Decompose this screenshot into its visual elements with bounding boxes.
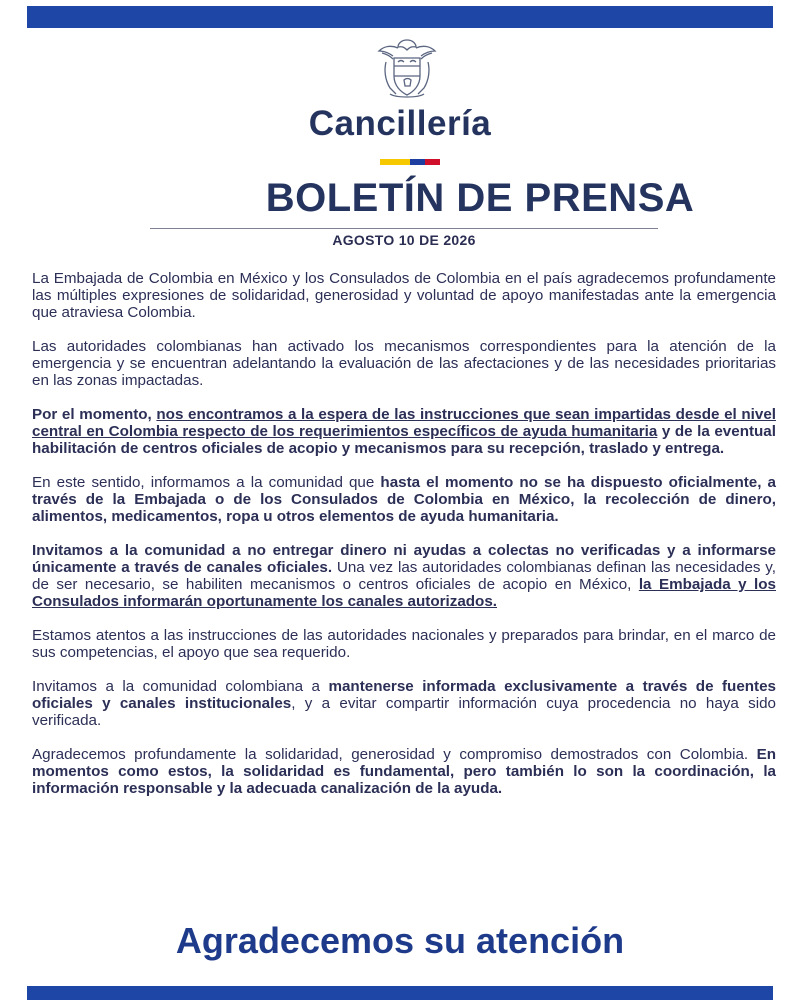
paragraph-5-middle: Una vez las autoridades colombianas definan las necesidades y, de ser necesario, se habiliten mecanismos o centros oficiales de acopio en México, <box>32 559 776 593</box>
brand-name: Cancillería <box>308 104 492 143</box>
paragraph-3-tail: y de la eventual habilitación de centros oficiales de acopio y mecanismos para su recepción, traslado y entrega. <box>32 423 776 457</box>
bulletin-date: AGOSTO 10 DE 2026 <box>332 232 476 248</box>
paragraph-4 <box>32 474 776 525</box>
paragraph-7-tail: , y a evitar compartir información cuya procedencia no haya sido verificada. <box>32 695 777 729</box>
paragraph-4-bold: hasta el momento no se ha dispuesto oficialmente, a través de la Embajada o de los Consulados de Colombia en México, la recolección de dinero, alimentos, medicamentos, ropa u otros elementos de ayuda humanitaria. <box>32 474 776 525</box>
closing-message: Agradecemos su atención <box>175 920 625 961</box>
flag-red-stripe <box>425 159 440 165</box>
paragraph-5-underlined: la Embajada y los Consulados informarán oportunamente los canales autorizados. <box>32 576 776 610</box>
title-divider <box>150 228 658 229</box>
paragraph-5-bold: Invitamos a la comunidad a no entregar dinero ni ayudas a colectas no verificadas y a informarse únicamente a través de canales oficiales. <box>32 542 776 576</box>
paragraph-6: Estamos atentos a las instrucciones de las autoridades nacionales y preparados para brindar, en el marco de sus competencias, el apoyo que sea requerido. <box>32 627 776 661</box>
top-border-bar <box>27 6 773 28</box>
colombia-flag-stripe <box>380 159 440 165</box>
flag-blue-stripe <box>410 159 425 165</box>
flag-yellow-stripe <box>380 159 410 165</box>
paragraph-8-bold: En momentos como estos, la solidaridad es fundamental, pero también lo son la coordinación, la información responsable y la adecuada canalización de la ayuda. <box>32 746 776 797</box>
paragraph-3-underlined: nos encontramos a la espera de las instrucciones que sean impartidas desde el nivel central en Colombia respecto de los requerimientos específicos de ayuda humanitaria <box>32 406 776 440</box>
paragraph-5 <box>32 542 776 610</box>
paragraph-3-lead: Por el momento, <box>32 406 157 423</box>
paragraph-8-lead: Agradecemos profundamente la solidaridad, generosidad y compromiso demostrados con Colombia. <box>32 746 757 763</box>
colombia-coat-of-arms-icon <box>376 36 438 102</box>
page-title: BOLETÍN DE PRENSA <box>265 176 695 220</box>
bottom-border-bar <box>27 986 773 1000</box>
paragraph-3 <box>32 406 776 457</box>
paragraph-7-bold: mantenerse informada exclusivamente a través de fuentes oficiales y canales institucionales <box>32 678 776 712</box>
paragraph-2: Las autoridades colombianas han activado los mecanismos correspondientes para la atención de la emergencia y se encuentran adelantando la evaluación de las afectaciones y de las necesidades prioritarias en las zonas impactadas. <box>32 338 776 389</box>
paragraph-8 <box>32 746 776 797</box>
paragraph-1: La Embajada de Colombia en México y los Consulados de Colombia en el país agradecemos profundamente las múltiples expresiones de solidaridad, generosidad y voluntad de apoyo manifestadas ante la emergencia que atraviesa Colombia. <box>32 270 776 321</box>
paragraph-7 <box>32 678 776 729</box>
paragraph-7-lead: Invitamos a la comunidad colombiana a <box>32 678 329 695</box>
bulletin-body <box>32 270 776 814</box>
paragraph-4-lead: En este sentido, informamos a la comunidad que <box>32 474 381 491</box>
